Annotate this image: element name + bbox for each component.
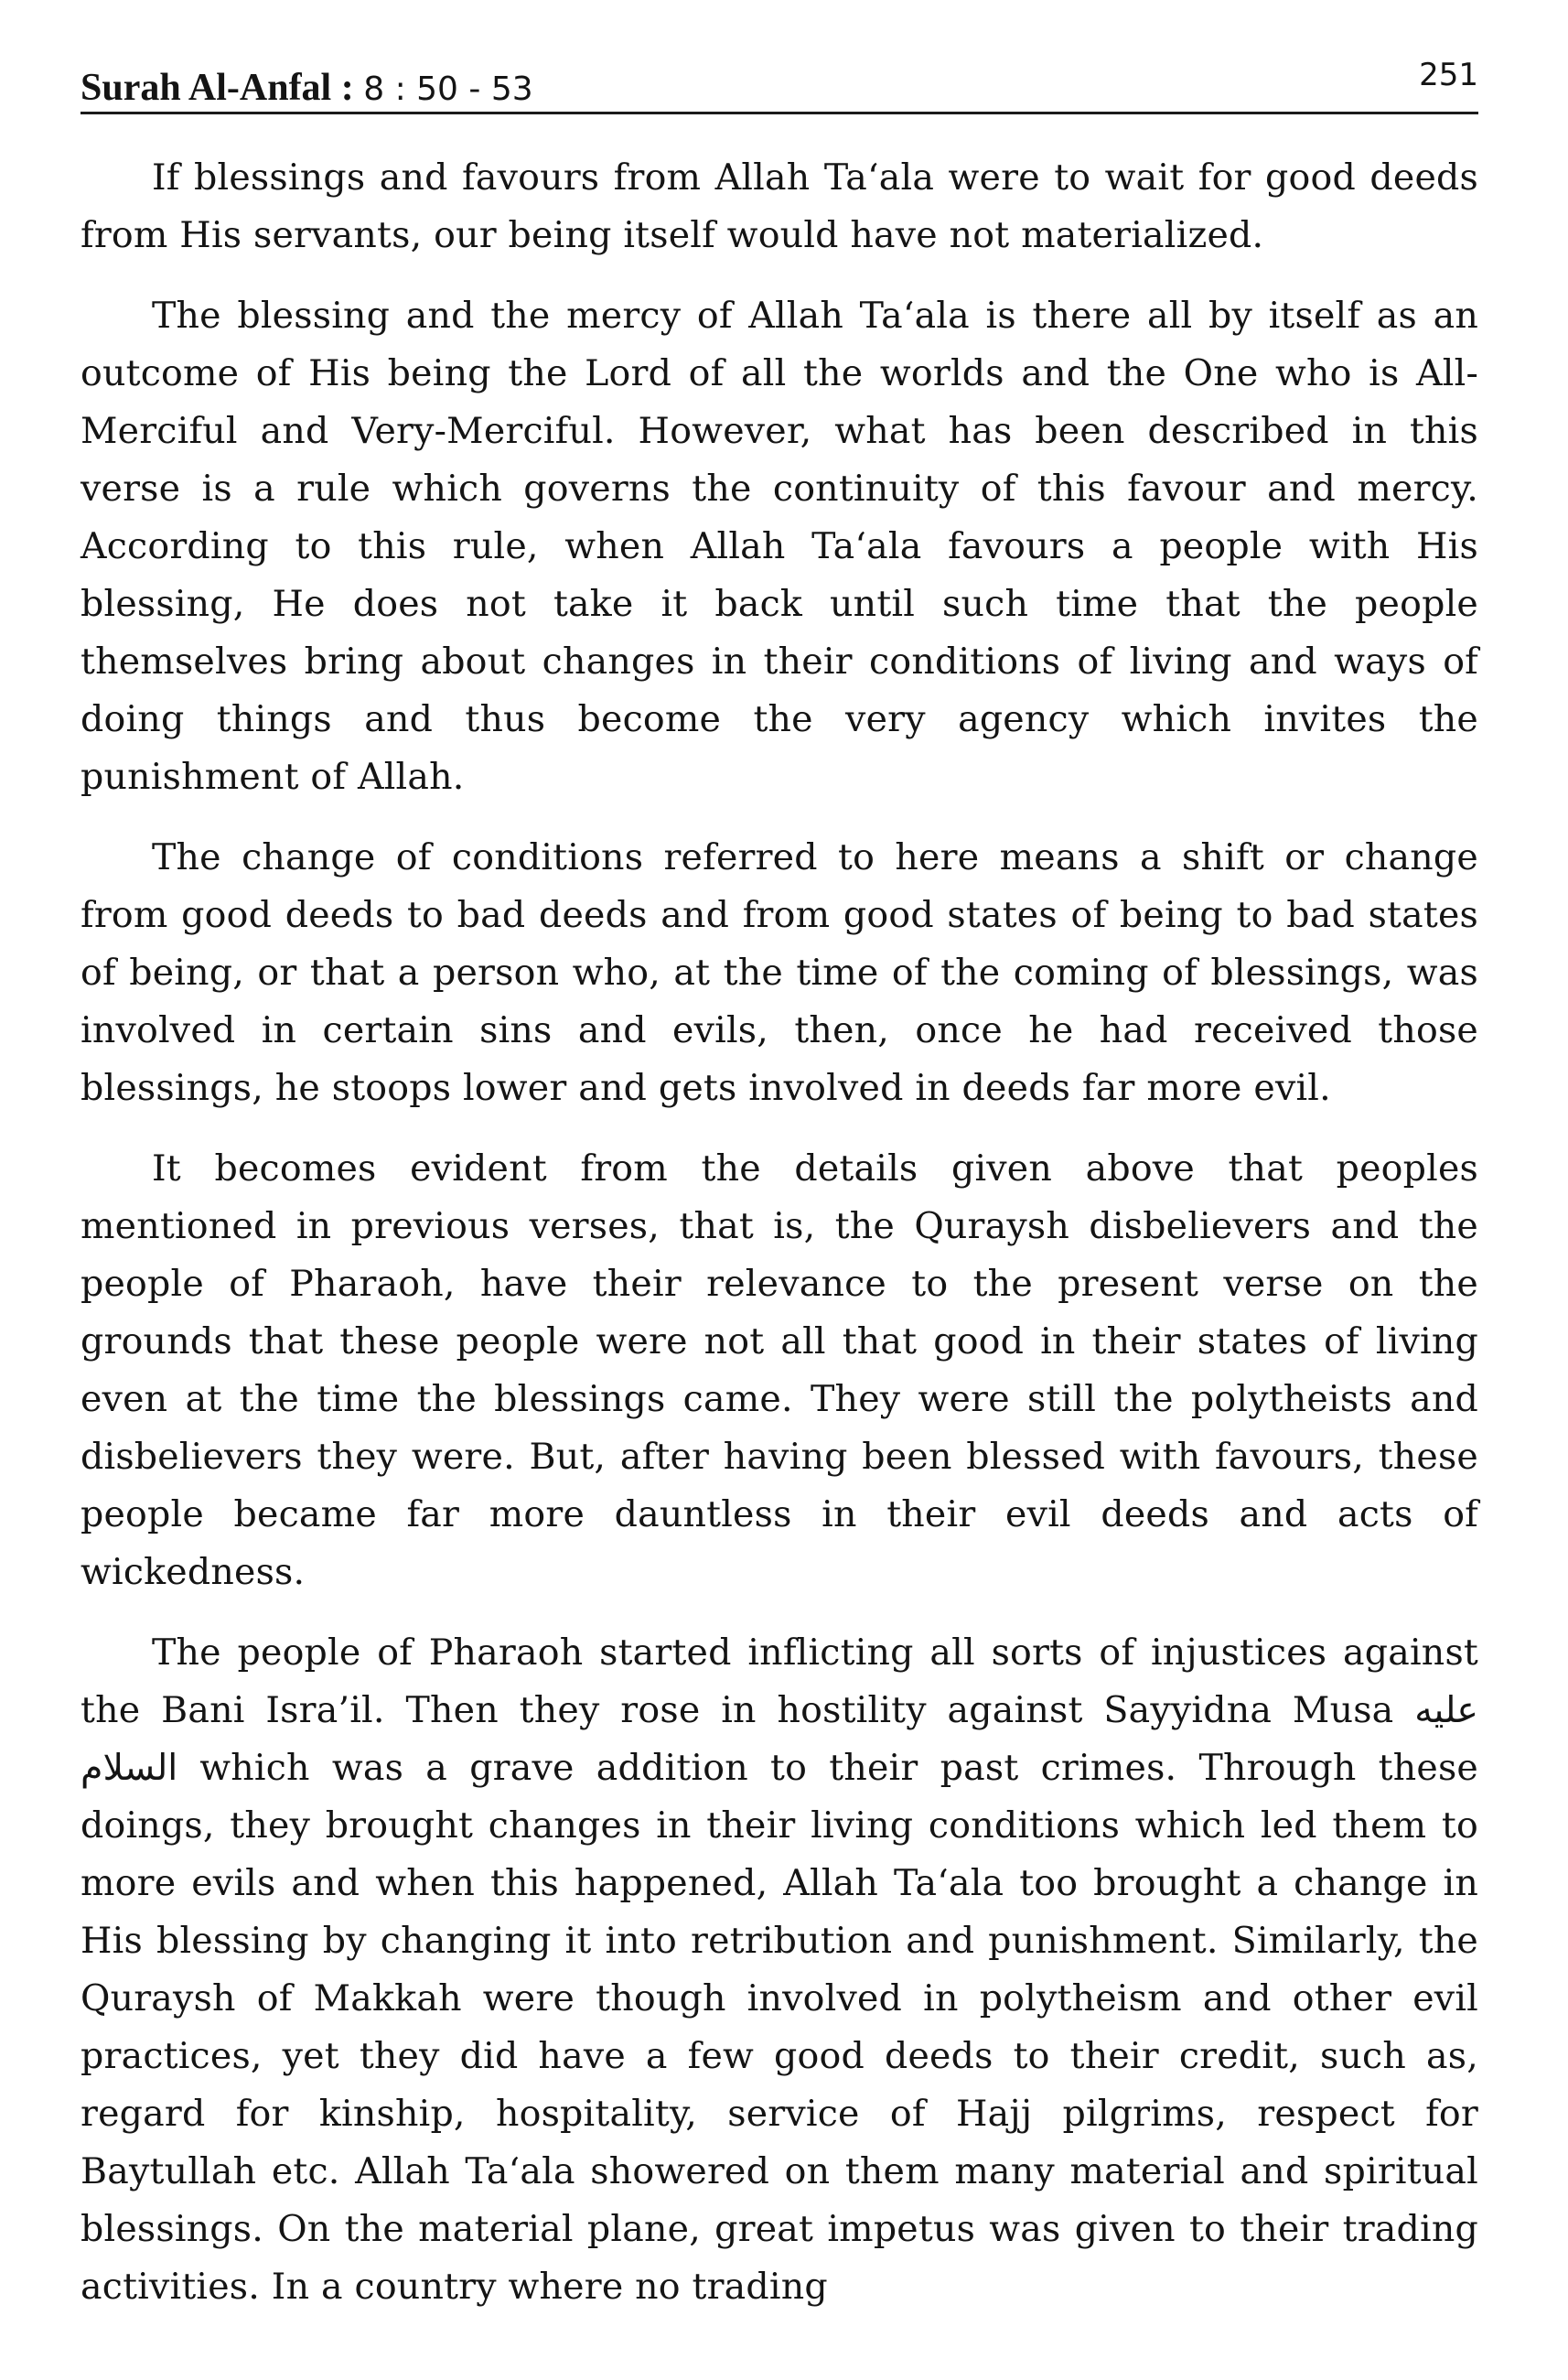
head-separator: : bbox=[331, 67, 364, 109]
paragraph: If blessings and favours from Allah Ta‘ala were to wait for good deeds from His servants, our being itself would have not materialized. bbox=[81, 156, 1478, 256]
surah-name: Surah Al-Anfal bbox=[81, 67, 332, 109]
book-page bbox=[81, 37, 1478, 2339]
running-head bbox=[81, 37, 1478, 114]
paragraph: The change of conditions referred to here means a shift or change from good deeds to bad deeds and from good states of being to bad states of being, or that a person who, at the time of the coming of blessings, was involved in certain sins and evils, then, once he had received those blessings, he stoops lower and gets involved in deeds far more evil. bbox=[81, 836, 1478, 1109]
body-text bbox=[81, 149, 1478, 2316]
paragraph: The people of Pharaoh started inflicting all sorts of injustices against the Bani Isra’il. Then they rose in hostility against Sayyidna Musa عليه السلام which was a grave addition to their past crimes. Through these doings, they brought changes in their living conditions which led them to more evils and when this happened, Allah Ta‘ala too brought a change in His blessing by changing it into retribution and punishment. Similarly, the Quraysh of Makkah were though involved in polytheism and other evil practices, yet they did have a few good deeds to their credit, such as, regard for kinship, hospitality, service of Hajj pilgrims, respect for Baytullah etc. Allah Ta‘ala showered on them many material and spiritual blessings. On the material plane, great impetus was given to their trading activities. In a country where no trading bbox=[81, 1632, 1478, 2308]
paragraph: The blessing and the mercy of Allah Ta‘ala is there all by itself as an outcome of His being the Lord of all the worlds and the One who is All-Merciful and Very-Merciful. However, what has been described in this verse is a rule which governs the continuity of this favour and mercy. According to this rule, when Allah Ta‘ala favours a people with His blessing, He does not take it back until such time that the people themselves bring about changes in their conditions of living and ways of doing things and thus become the very agency which invites the punishment of Allah. bbox=[81, 295, 1478, 798]
running-head-title bbox=[81, 68, 533, 110]
verse-reference: 8 : 50 - 53 bbox=[363, 70, 533, 108]
paragraph: It becomes evident from the details given above that peoples mentioned in previous verses, that is, the Quraysh disbelievers and the people of Pharaoh, have their relevance to the present verse on the grounds that these people were not all that good in their states of living even at the time the blessings came. They were still the polytheists and disbelievers they were. But, after having been blessed with favours, these people became far more dauntless in their evil deeds and acts of wickedness. bbox=[81, 1147, 1478, 1593]
page-number: 251 bbox=[1419, 57, 1478, 93]
